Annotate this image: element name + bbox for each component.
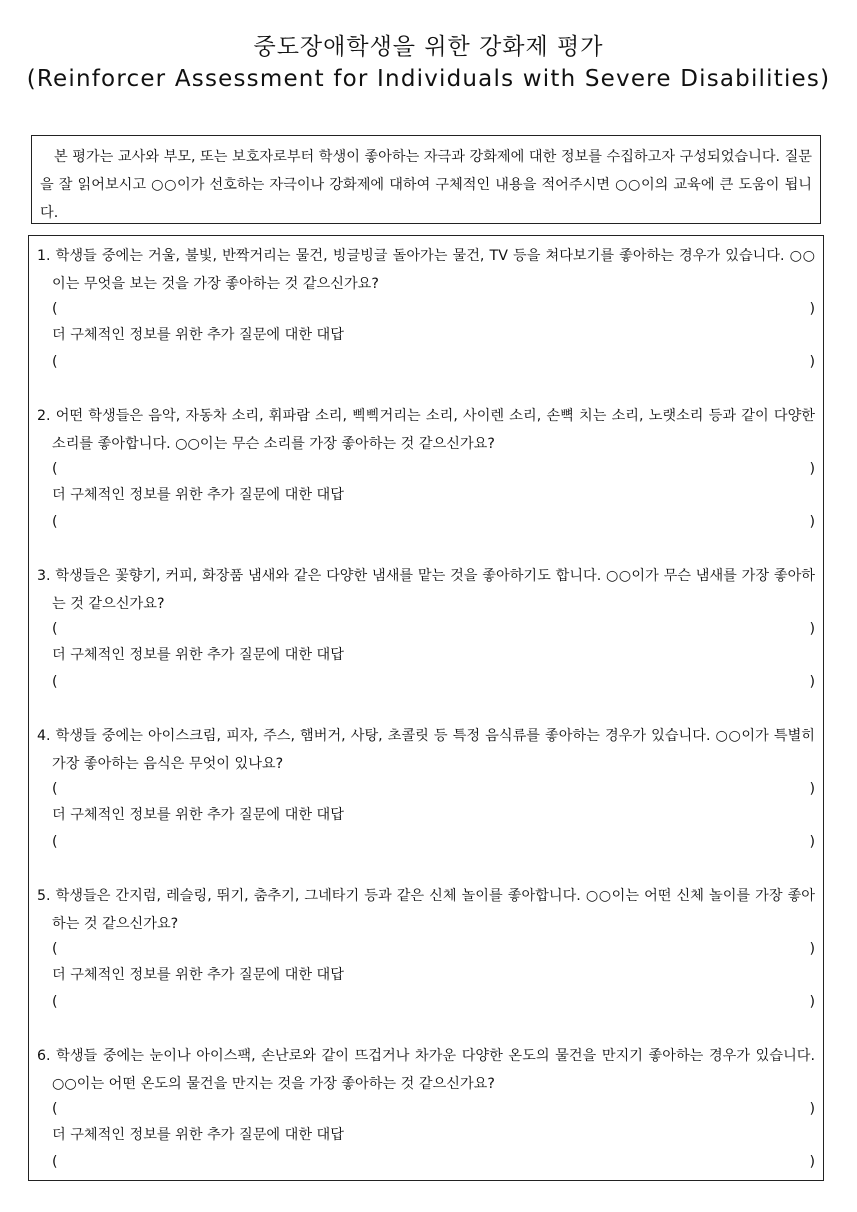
followup-label: 더 구체적인 정보를 위한 추가 질문에 대한 대답 xyxy=(52,487,344,503)
question-5 xyxy=(37,882,815,1014)
close-paren: ) xyxy=(809,674,815,690)
close-paren: ) xyxy=(809,621,815,637)
close-paren: ) xyxy=(809,781,815,797)
form-title-english: (Reinforcer Assessment for Individuals with Severe Disabilities) xyxy=(26,66,831,92)
followup-label: 더 구체적인 정보를 위한 추가 질문에 대한 대답 xyxy=(52,967,344,983)
open-paren: ( xyxy=(52,1154,58,1170)
followup-label: 더 구체적인 정보를 위한 추가 질문에 대한 대답 xyxy=(52,807,344,823)
followup-label: 더 구체적인 정보를 위한 추가 질문에 대한 대답 xyxy=(52,327,344,343)
followup-label: 더 구체적인 정보를 위한 추가 질문에 대한 대답 xyxy=(52,647,344,663)
close-paren: ) xyxy=(809,1101,815,1117)
open-paren: ( xyxy=(52,941,58,957)
open-paren: ( xyxy=(52,354,58,370)
answer-field[interactable] xyxy=(52,778,815,801)
close-paren: ) xyxy=(809,1154,815,1170)
open-paren: ( xyxy=(52,781,58,797)
open-paren: ( xyxy=(52,461,58,477)
open-paren: ( xyxy=(52,514,58,530)
answer-field[interactable] xyxy=(52,938,815,961)
followup-label: 더 구체적인 정보를 위한 추가 질문에 대한 대답 xyxy=(52,1127,344,1143)
question-1 xyxy=(37,242,815,374)
intro-instructions: 본 평가는 교사와 부모, 또는 보호자로부터 학생이 좋아하는 자극과 강화제에 대한 정보를 수집하고자 구성되었습니다. 질문을 잘 읽어보시고 ○○이가 선호하는 자극이나 강화제에 대하여 구체적인 내용을 적어주시면 ○○이의 교육에 큰 도움이 됩니다. xyxy=(31,135,821,224)
questions-box xyxy=(28,235,824,1181)
question-2 xyxy=(37,402,815,534)
question-6 xyxy=(37,1042,815,1174)
open-paren: ( xyxy=(52,301,58,317)
question-text: 4. 학생들 중에는 아이스크림, 피자, 주스, 햄버거, 사탕, 초콜릿 등 특정 음식류를 좋아하는 경우가 있습니다. ○○이가 특별히 가장 좋아하는 음식은 무엇이 있나요? xyxy=(37,728,815,772)
followup-answer-field[interactable] xyxy=(52,1151,815,1174)
close-paren: ) xyxy=(809,834,815,850)
question-text: 2. 어떤 학생들은 음악, 자동차 소리, 휘파람 소리, 삑삑거리는 소리, 사이렌 소리, 손뼉 치는 소리, 노랫소리 등과 같이 다양한 소리를 좋아합니다. ○○이는 무슨 소리를 가장 좋아하는 것 같으신가요? xyxy=(37,408,815,452)
answer-field[interactable] xyxy=(52,458,815,481)
answer-field[interactable] xyxy=(52,298,815,321)
open-paren: ( xyxy=(52,994,58,1010)
question-text: 3. 학생들은 꽃향기, 커피, 화장품 냄새와 같은 다양한 냄새를 맡는 것을 좋아하기도 합니다. ○○이가 무슨 냄새를 가장 좋아하는 것 같으신가요? xyxy=(37,568,815,612)
followup-answer-field[interactable] xyxy=(52,511,815,534)
answer-field[interactable] xyxy=(52,618,815,641)
question-text: 6. 학생들 중에는 눈이나 아이스팩, 손난로와 같이 뜨겁거나 차가운 다양한 온도의 물건을 만지기 좋아하는 경우가 있습니다. ○○이는 어떤 온도의 물건을 만지는 것을 가장 좋아하는 것 같으신가요? xyxy=(37,1048,815,1092)
close-paren: ) xyxy=(809,514,815,530)
close-paren: ) xyxy=(809,941,815,957)
close-paren: ) xyxy=(809,301,815,317)
followup-answer-field[interactable] xyxy=(52,991,815,1014)
question-text: 5. 학생들은 간지럼, 레슬링, 뛰기, 춤추기, 그네타기 등과 같은 신체 놀이를 좋아합니다. ○○이는 어떤 신체 놀이를 가장 좋아하는 것 같으신가요? xyxy=(37,888,815,932)
close-paren: ) xyxy=(809,994,815,1010)
followup-answer-field[interactable] xyxy=(52,671,815,694)
open-paren: ( xyxy=(52,1101,58,1117)
question-3 xyxy=(37,562,815,694)
followup-answer-field[interactable] xyxy=(52,351,815,374)
question-4 xyxy=(37,722,815,854)
open-paren: ( xyxy=(52,621,58,637)
question-text: 1. 학생들 중에는 거울, 불빛, 반짝거리는 물건, 빙글빙글 돌아가는 물건, TV 등을 쳐다보기를 좋아하는 경우가 있습니다. ○○이는 무엇을 보는 것을 가장 좋아하는 것 같으신가요? xyxy=(37,248,815,292)
followup-answer-field[interactable] xyxy=(52,831,815,854)
open-paren: ( xyxy=(52,834,58,850)
answer-field[interactable] xyxy=(52,1098,815,1121)
close-paren: ) xyxy=(809,461,815,477)
close-paren: ) xyxy=(809,354,815,370)
form-title-korean: 중도장애학생을 위한 강화제 평가 xyxy=(253,34,604,60)
open-paren: ( xyxy=(52,674,58,690)
